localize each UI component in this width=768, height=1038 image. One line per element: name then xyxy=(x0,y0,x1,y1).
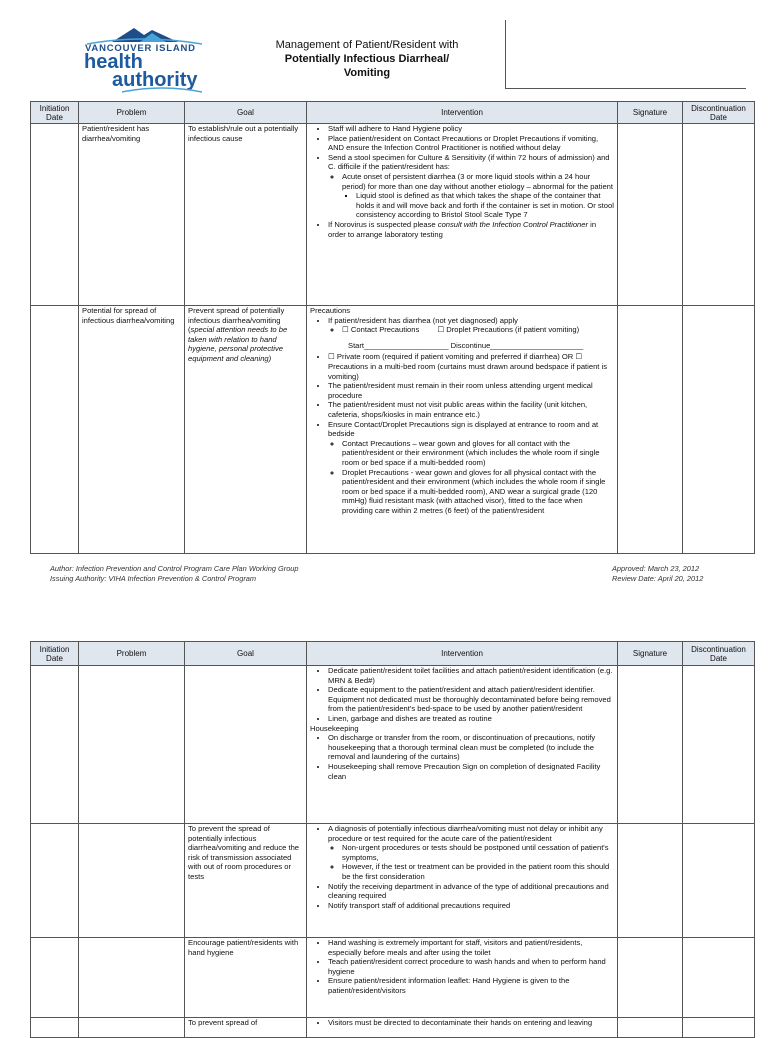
col-discontinuation-date: Discontinuation Date xyxy=(683,642,755,666)
col-intervention: Intervention xyxy=(307,642,618,666)
care-plan-table-page-1 xyxy=(30,101,755,554)
signature-cell[interactable] xyxy=(618,124,683,306)
intervention-text: Send a stool specimen for Culture & Sensitivity (if within 72 hours of admission) and C. difficile if the patient/resident has: xyxy=(328,152,610,172)
intervention-cell xyxy=(307,666,618,824)
patient-label-box xyxy=(505,20,746,89)
intervention-item: • Dedicate equipment to the patient/resident and attach patient/resident identifier. Equipment not dedicated must be thoroughly decontaminated before being removed from the patient/resident's bed-space to be used by another patient/resident xyxy=(328,685,614,714)
col-initiation-date: Initiation Date xyxy=(31,102,79,124)
table-row xyxy=(31,306,755,554)
intervention-cell xyxy=(307,306,618,554)
initiation-date-cell[interactable] xyxy=(31,124,79,306)
table-row xyxy=(31,1018,755,1038)
goal-cell: To establish/rule out a potentially infectious cause xyxy=(185,124,307,306)
intervention-text-italic: consult with the Infection Control Practitioner xyxy=(437,219,589,229)
intervention-item: • Notify transport staff of additional precautions required xyxy=(328,901,614,911)
intervention-item: • Place patient/resident on Contact Precautions or Droplet Precautions if vomiting, AND ensure the Infection Control Practitioner is notified without delay xyxy=(328,134,614,153)
logo-swoosh-icon xyxy=(122,86,202,98)
signature-cell[interactable] xyxy=(618,824,683,938)
goal-cell: To prevent the spread of potentially infectious diarrhea/vomiting and reduce the risk of transmission associated with out of room procedures or tests xyxy=(185,824,307,938)
intervention-item xyxy=(328,824,614,882)
footer-approved: Approved: March 23, 2012 xyxy=(612,564,700,573)
col-goal: Goal xyxy=(185,642,307,666)
droplet-precautions-checkbox[interactable]: ☐ Droplet Precautions (if patient vomiting) xyxy=(437,325,580,335)
intervention-subitem: ◦ Contact Precautions – wear gown and gloves for all contact with the patient/resident or their environment (which includes the whole room if single room or bed space if a multi-bedded room) xyxy=(342,439,614,468)
intervention-item: • The patient/resident must not visit public areas within the facility (unit kitchen, cafeteria, shops/kiosks in main entrance etc.) xyxy=(328,400,614,419)
intervention-item: • Teach patient/resident correct procedure to wash hands and when to perform hand hygiene xyxy=(328,957,614,976)
table-row xyxy=(31,666,755,824)
table-header-row xyxy=(31,642,755,666)
document-title xyxy=(262,38,472,80)
intervention-subitem xyxy=(342,172,614,220)
intervention-cell xyxy=(307,824,618,938)
intervention-item xyxy=(328,153,614,220)
intervention-item: • Ensure patient/resident information leaflet: Hand Hygiene is given to the patient/resident/visitors xyxy=(328,976,614,995)
intervention-text: Acute onset of persistent diarrhea (3 or more liquid stools within a 24 hour period) for more than one day without another etiology – abnormal for the patient xyxy=(342,171,614,191)
problem-cell xyxy=(79,824,185,938)
intervention-text: A diagnosis of potentially infectious diarrhea/vomiting must not delay or inhibit any procedure or test required for the acute care of the patient/resident xyxy=(328,824,603,843)
title-line-3: Vomiting xyxy=(343,67,391,79)
table-header-row xyxy=(31,102,755,124)
intervention-item xyxy=(328,420,614,516)
section-heading: Precautions xyxy=(310,306,351,315)
start-discontinue-line[interactable]: Start____________________ Discontinue______________________ xyxy=(348,340,584,350)
initiation-date-cell[interactable] xyxy=(31,666,79,824)
goal-cell: To prevent spread of xyxy=(185,1018,307,1038)
intervention-text: If patient/resident has diarrhea (not yet diagnosed) apply xyxy=(328,315,518,325)
col-signature: Signature xyxy=(618,102,683,124)
goal-text: Prevent spread of potentially infectious diarrhea/vomiting ( xyxy=(188,306,285,335)
intervention-item: • Linen, garbage and dishes are treated as routine xyxy=(328,714,614,724)
intervention-text: Ensure Contact/Droplet Precautions sign is displayed at entrance to room and at bedside xyxy=(328,419,599,439)
initiation-date-cell[interactable] xyxy=(31,938,79,1018)
footer-issuing-authority: Issuing Authority: VIHA Infection Prevention & Control Program xyxy=(50,574,257,583)
intervention-item: • Hand washing is extremely important for staff, visitors and patient/residents, especially before meals and after using the toilet xyxy=(328,938,614,957)
goal-text-italic: special attention needs to be taken with relation to hand hygiene, personal protective equipment and cleaning) xyxy=(188,325,288,363)
footer-author: Author: Infection Prevention and Control Program Care Plan Working Group xyxy=(50,564,299,573)
discontinuation-date-cell[interactable] xyxy=(683,824,755,938)
room-options-checkbox-item[interactable]: • ☐ Private room (required if patient vomiting and preferred if diarrhea) OR ☐ Precautions in a multi-bed room (curtains must drawn around bedspace if patient is vomiting) xyxy=(328,352,614,381)
section-heading: Housekeeping xyxy=(310,723,359,733)
precaution-options xyxy=(342,325,614,335)
col-goal: Goal xyxy=(185,102,307,124)
logo-line-1: VANCOUVER ISLAND xyxy=(85,43,196,54)
initiation-date-cell[interactable] xyxy=(31,824,79,938)
title-line-1: Management of Patient/Resident with xyxy=(275,39,459,51)
intervention-subitem: ◦ However, if the test or treatment can be provided in the patient room this should be the first consideration xyxy=(342,862,614,881)
table-row xyxy=(31,938,755,1018)
intervention-cell xyxy=(307,938,618,1018)
footer-left xyxy=(50,564,299,584)
contact-precautions-checkbox[interactable]: ☐ Contact Precautions xyxy=(342,325,420,335)
problem-cell: Patient/resident has diarrhea/vomiting xyxy=(79,124,185,306)
title-line-2: Potentially Infectious Diarrheal/ xyxy=(284,53,450,65)
problem-cell xyxy=(79,666,185,824)
intervention-subitem: ◦ Non-urgent procedures or tests should be postponed until cessation of patient's symptoms, xyxy=(342,843,614,862)
discontinuation-date-cell[interactable] xyxy=(683,124,755,306)
discontinuation-date-cell[interactable] xyxy=(683,938,755,1018)
problem-cell xyxy=(79,938,185,1018)
goal-cell: Encourage patient/residents with hand hygiene xyxy=(185,938,307,1018)
initiation-date-cell[interactable] xyxy=(31,306,79,554)
signature-cell[interactable] xyxy=(618,1018,683,1038)
footer-review-date: Review Date: April 20, 2012 xyxy=(612,574,704,583)
col-intervention: Intervention xyxy=(307,102,618,124)
signature-cell[interactable] xyxy=(618,666,683,824)
signature-cell[interactable] xyxy=(618,938,683,1018)
intervention-text: in order to arrange laboratory testing xyxy=(328,219,597,239)
table-row xyxy=(31,124,755,306)
intervention-item: • Visitors must be directed to decontaminate their hands on entering and leaving xyxy=(328,1018,614,1028)
health-authority-logo xyxy=(82,24,212,94)
intervention-item: • On discharge or transfer from the room, or discontinuation of precautions, notify housekeeping that a thorough terminal clean must be completed (to include the removal and laundering of the curtains) xyxy=(328,733,614,762)
logo-line-3: authority xyxy=(112,69,198,91)
intervention-item: • Notify the receiving department in advance of the type of additional precautions and cleaning required xyxy=(328,882,614,901)
intervention-item: • Housekeeping shall remove Precaution Sign on completion of designated Facility clean xyxy=(328,762,614,781)
discontinuation-date-cell[interactable] xyxy=(683,1018,755,1038)
col-discontinuation-date: Discontinuation Date xyxy=(683,102,755,124)
intervention-item xyxy=(328,220,614,239)
problem-cell: Potential for spread of infectious diarrhea/vomiting xyxy=(79,306,185,554)
intervention-cell xyxy=(307,1018,618,1038)
footer-right xyxy=(612,564,703,584)
discontinuation-date-cell[interactable] xyxy=(683,306,755,554)
initiation-date-cell[interactable] xyxy=(31,1018,79,1038)
col-initiation-date: Initiation Date xyxy=(31,642,79,666)
intervention-subitem: ▪ Liquid stool is defined as that which takes the shape of the container that holds it and will move back and forth if the container is set in motion. Or stool consistency according to Bristol Stool Scale Type 7 xyxy=(356,191,614,220)
col-problem: Problem xyxy=(79,102,185,124)
goal-cell xyxy=(185,306,307,554)
col-signature: Signature xyxy=(618,642,683,666)
logo-line-2: health xyxy=(84,51,143,73)
discontinuation-date-cell[interactable] xyxy=(683,666,755,824)
problem-cell xyxy=(79,1018,185,1038)
intervention-cell xyxy=(307,124,618,306)
care-plan-table-page-2 xyxy=(30,641,755,1038)
intervention-text: If Norovirus is suspected please xyxy=(328,219,436,229)
signature-cell[interactable] xyxy=(618,306,683,554)
intervention-item xyxy=(328,316,614,353)
table-row xyxy=(31,824,755,938)
intervention-item: • Staff will adhere to Hand Hygiene policy xyxy=(328,124,614,134)
intervention-item: • The patient/resident must remain in their room unless attending urgent medical procedure xyxy=(328,381,614,400)
intervention-subitem: ◦ Droplet Precautions - wear gown and gloves for all physical contact with the patient/resident and their environment (which includes the whole room if single room or bed space if a multi-bedded room), AND wear a surgical grade (120 mmHg) fluid resistant mask (with attached visor), fitted to the face when providing care within 2 metres (6 feet) of the patient/resident xyxy=(342,468,614,516)
intervention-item: • Dedicate patient/resident toilet facilities and attach patient/resident identification (e.g. MRN & Bed#) xyxy=(328,666,614,685)
goal-cell xyxy=(185,666,307,824)
col-problem: Problem xyxy=(79,642,185,666)
